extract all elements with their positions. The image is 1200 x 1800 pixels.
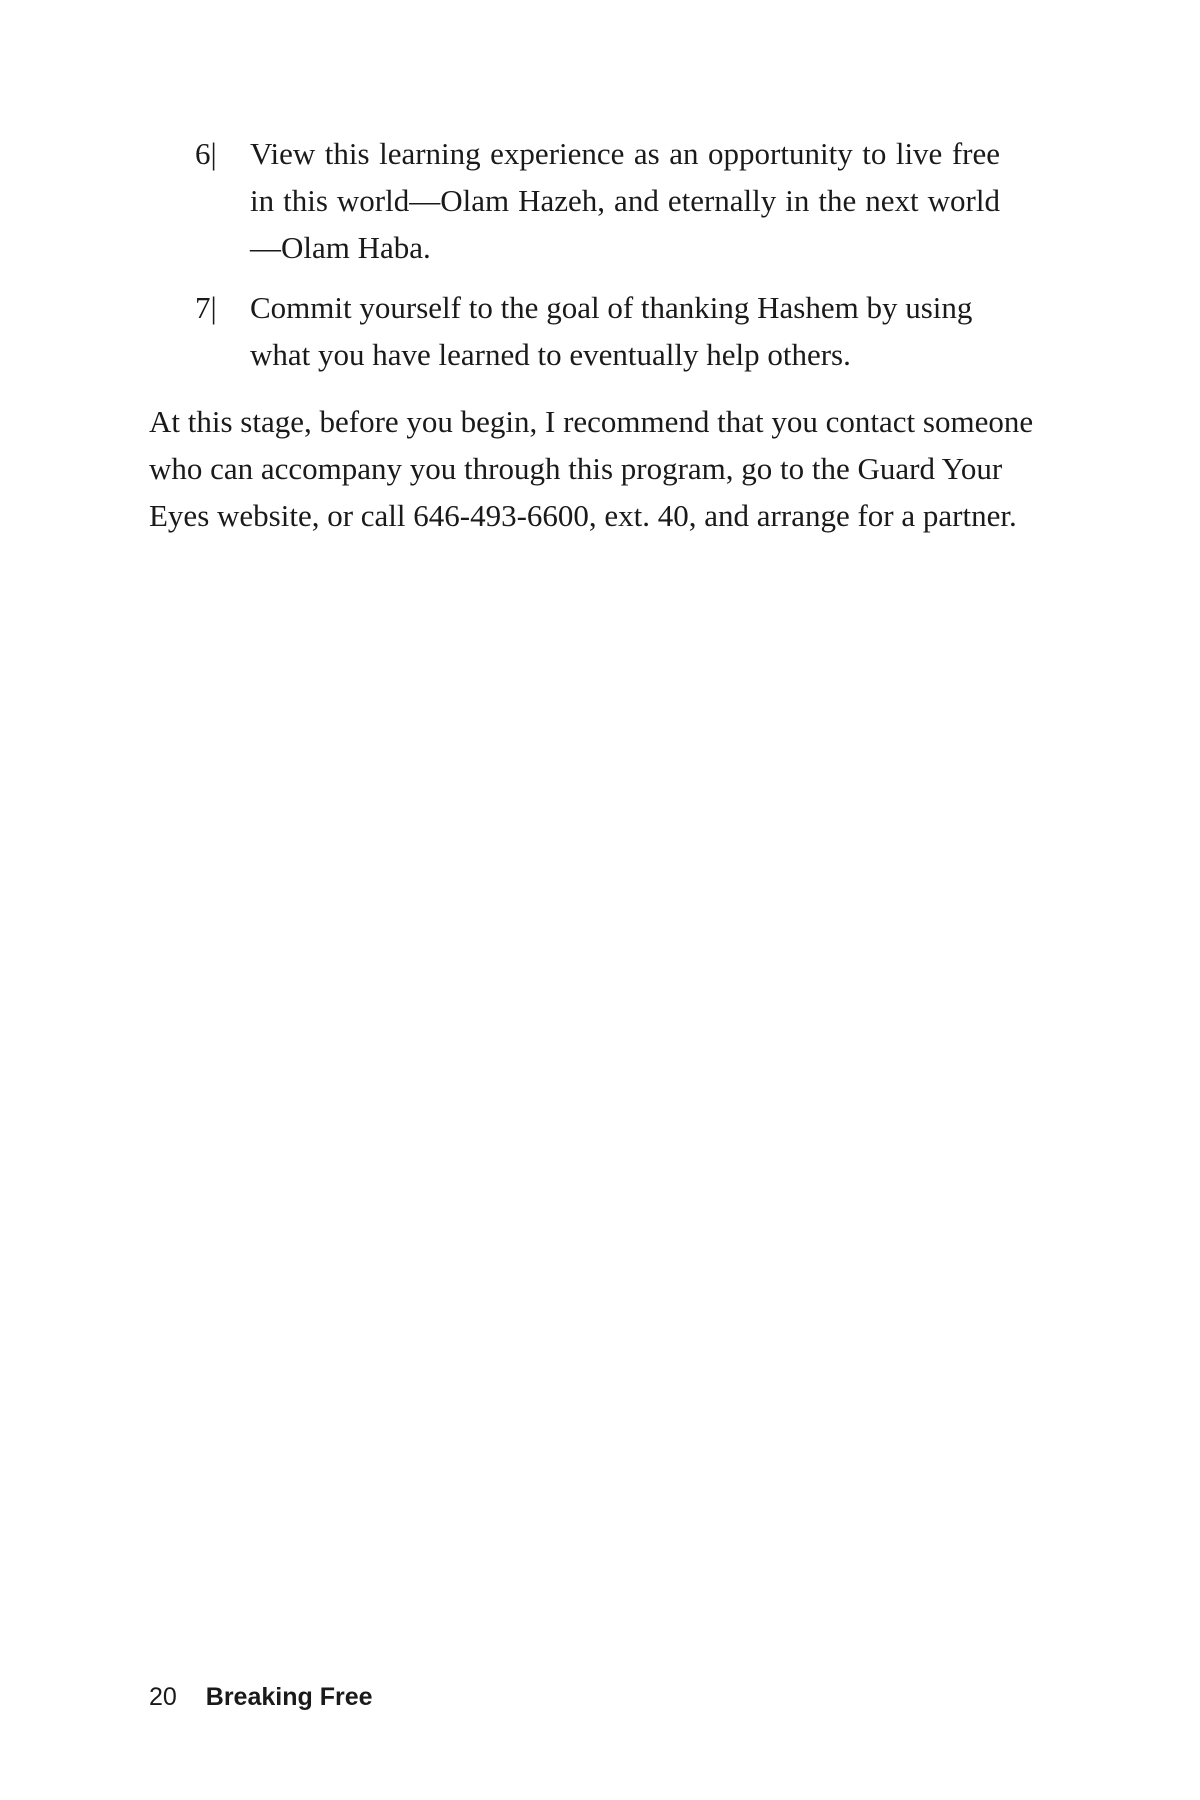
running-title: Breaking Free — [205, 1683, 373, 1711]
list-item-text: View this learning experience as an opportunity to live free in this world—Olam Hazeh, and eternally in the next world—Olam Haba. — [250, 136, 1000, 265]
list-item-number: 6| — [195, 136, 217, 171]
body-paragraph: At this stage, before you begin, I recommend that you contact someone who can accompany you through this program, go to the Guard Your Eyes website, or call 646-493-6600, ext. 40, and arrange for a partner. — [149, 404, 1034, 533]
page-number: 20 — [149, 1683, 177, 1711]
numbered-list — [195, 130, 1000, 391]
page-footer — [149, 1683, 373, 1712]
list-item-number: 7| — [195, 290, 217, 325]
list-item-text: Commit yourself to the goal of thanking Hashem by using what you have learned to eventually help others. — [250, 290, 973, 372]
list-item — [195, 130, 1000, 271]
list-item — [195, 284, 1000, 378]
